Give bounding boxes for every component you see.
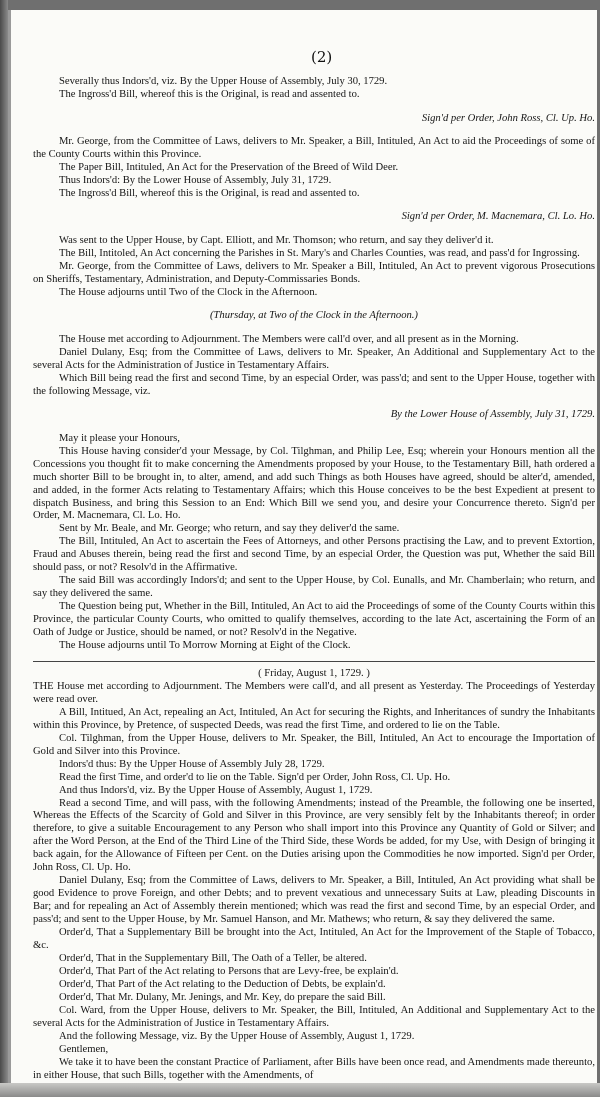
text-block: Col. Ward, from the Upper House, delivers to Mr. Speaker, the Bill, Intituled, An Additional and Supplementary Act to the several Acts for the Administration of Justice in Testamentary Affairs.	[33, 1004, 595, 1029]
scan-edge	[0, 0, 8, 1097]
scan-bottom-edge	[0, 1083, 600, 1097]
text-block: Gentlemen,	[59, 1043, 109, 1055]
section-thursday	[33, 76, 595, 653]
text-block: Severally thus Indors'd, viz. By the Upper House of Assembly, July 30, 1729.	[59, 76, 388, 87]
text-block: Order'd, That in the Supplementary Bill, The Oath of a Teller, be altered.	[59, 952, 367, 964]
text-block: (Thursday, at Two of the Clock in the Afternoon.)	[210, 310, 418, 322]
text-block: This House having consider'd your Message, by Col. Tilghman, and Philip Lee, Esq; wherein your Honours mention all the Concessions you thought fit to make concerning the Amendments proposed by your House, to the Testamentary Bill, hath ordered a much shorter Bill to be brought in, to alter, amend, and add such Things as both Houses have agreed, should be alter'd, amended, and added, in the former Acts relating to Testamentary Affairs; which this House conceives to be the best Expedient at present to dispatch Business, and bring this Session to an End: Which Bill we send you, and desire your Concurrence thereto. Sign'd per Order, M. Macnemara, Cl. Lo. Ho.	[33, 445, 595, 522]
text-block: Read the first Time, and order'd to lie on the Table. Sign'd per Order, John Ross, Cl. Up. Ho.	[59, 771, 451, 783]
text-block: Read a second Time, and will pass, with the following Amendments; instead of the Preamble, the following one be inserted, Whereas the Effects of the Scarcity of Gold and Silver in this Province, are very sensibly felt by the Inhabitants thereof; in order therefore, to give a suitable Encouragement to any Person who shall import into this Province any Quantity of Gold or Silver; and after the Word Person, at the End of the Third Line of the Third Side, these Words be added, for my Use, with Design of bringing it back again, for the Allowance of Fifteen per Cent. on the Duties arising upon the Commodities he now imported. Sign'd per Order, John Ross, Cl. Up. Ho.	[33, 797, 595, 874]
text-block: Col. Tilghman, from the Upper House, delivers to Mr. Speaker, the Bill, Intituled, An Act to encourage the Importation of Gold and Silver into this Province.	[33, 732, 595, 757]
text-block: The Ingross'd Bill, whereof this is the Original, is read and assented to.	[59, 187, 360, 199]
section-heading-friday: ( Friday, August 1, 1729. )	[258, 667, 370, 679]
text-block: Indors'd thus: By the Upper House of Assembly July 28, 1729.	[59, 758, 325, 770]
text-block: The House adjourns until Two of the Clock in the Afternoon.	[59, 286, 318, 298]
text-block: The said Bill was accordingly Indors'd; and sent to the Upper House, by Col. Eunalls, and Mr. Chamberlain; who return, and say they delivered the same.	[33, 575, 595, 600]
text-block: Was sent to the Upper House, by Capt. Elliott, and Mr. Thomson; who return, and say they deliver'd it.	[59, 234, 494, 246]
text-block: And thus Indors'd, viz. By the Upper House of Assembly, August 1, 1729.	[59, 784, 373, 796]
section-opening-paragraph	[33, 681, 595, 707]
document-page	[8, 10, 597, 1090]
text-block: The House met according to Adjournment. The Members were call'd over, and all present as in the Morning.	[59, 333, 519, 345]
text-block: Which Bill being read the first and second Time, by an especial Order, was pass'd; and sent to the Upper House, together with the following Message, viz.	[33, 372, 595, 397]
text-block: Order'd, That Part of the Act relating to the Deduction of Debts, be explain'd.	[59, 978, 386, 990]
text-block: By the Lower House of Assembly, July 31, 1729.	[390, 409, 595, 421]
section-friday	[33, 707, 595, 1083]
text-block: Order'd, That a Supplementary Bill be brought into the Act, Intituled, An Act for the Improvement of the Staple of Tobacco, &c.	[33, 927, 595, 951]
text-block: Thus Indors'd: By the Lower House of Assembly, July 31, 1729.	[59, 174, 332, 186]
text-block: The Paper Bill, Intituled, An Act for the Preservation of the Breed of Wild Deer.	[59, 161, 399, 173]
text-block: The Bill, Intitoled, An Act concerning the Parishes in St. Mary's and Charles Counties, was read, and pass'd for Ingrossing.	[59, 247, 580, 259]
text-block: The Ingross'd Bill, whereof this is the Original, is read and assented to.	[59, 88, 360, 100]
text-block: Sign'd per Order, M. Macnemara, Cl. Lo. Ho.	[401, 211, 595, 223]
document-body	[33, 76, 595, 1082]
text-block: May it please your Honours,	[59, 432, 180, 444]
text-block: Sign'd per Order, John Ross, Cl. Up. Ho.	[421, 112, 595, 124]
text-block: Daniel Dulany, Esq; from the Committee of Laws, delivers to Mr. Speaker, a Bill, Intituled, An Act providing what shall be good Evidence to prove Foreign, and other Debts; and to prevent vexatious and unnecessary Suits at Law, pleading Discounts in Bar; and for repealing an Act of Assembly therein mentioned; which was read the first and second Time, by an especial Order, and pass'd; and sent to the Upper House, by Mr. Samuel Hanson, and Mr. Mathews; who return, & say they delivered the same.	[33, 875, 595, 926]
section2-first-text: THE House met according to Adjournment. The Members were call'd, and all present as Yesterday. The Proceedings of Yesterday were read over.	[33, 680, 595, 705]
text-block: Sent by Mr. Beale, and Mr. George; who return, and say they deliver'd the same.	[59, 523, 400, 535]
text-block: The Question being put, Whether in the Bill, Intituled, An Act to aid the Proceedings of some of the County Courts within this Province, the particular County Courts, who omitted to qualify themselves, according to the late Act, ascertaining the Form of an Oath of Judge or Justice, should be named, or not? Resolv'd in the Negative.	[33, 601, 595, 639]
text-block: And the following Message, viz. By the Upper House of Assembly, August 1, 1729.	[59, 1030, 415, 1042]
text-block: Mr. George, from the Committee of Laws, delivers to Mr. Speaker a Bill, Intituled, An Act to prevent vigorous Prosecutions on Sheriffs, Testamentary, Administration, and Deputy-Commissaries Bonds.	[33, 260, 595, 285]
text-block: A Bill, Intitued, An Act, repealing an Act, Intituled, An Act for securing the Rights, and Inheritances of sundry the Inhabitants within this Province, by Pretence, of suspected Deeds, was read the first Time, and ordered to lie on the Table.	[33, 706, 595, 731]
text-block: Order'd, That Mr. Dulany, Mr. Jenings, and Mr. Key, do prepare the said Bill.	[59, 991, 386, 1003]
text-block: Order'd, That Part of the Act relating to Persons that are Levy-free, be explain'd.	[59, 965, 399, 977]
text-block: Daniel Dulany, Esq; from the Committee of Laws, delivers to Mr. Speaker, An Additional and Supplementary Act to the several Acts for the Administration of Justice in Testamentary Affairs.	[33, 346, 595, 371]
text-block: We take it to have been the constant Practice of Parliament, after Bills have been once read, and Amendments made thereunto, in either House, that such Bills, together with the Amendments, of	[33, 1056, 595, 1081]
text-block: The Bill, Intituled, An Act to ascertain the Fees of Attorneys, and other Persons practising the Law, and to prevent Extortion, Fraud and Abuses therein, being read the first and second Time, by an especial Order, the Question was put, Whether the said Bill should pass, or not? Resolv'd in the Affirmative.	[33, 536, 595, 574]
section-divider	[33, 661, 595, 662]
text-block: Mr. George, from the Committee of Laws, delivers to Mr. Speaker, a Bill, Intituled, An Act to aid the Proceedings of some of the County Courts within this Province.	[33, 136, 595, 160]
text-block: The House adjourns until To Morrow Morning at Eight of the Clock.	[59, 640, 351, 652]
page-number: (2)	[311, 48, 333, 66]
